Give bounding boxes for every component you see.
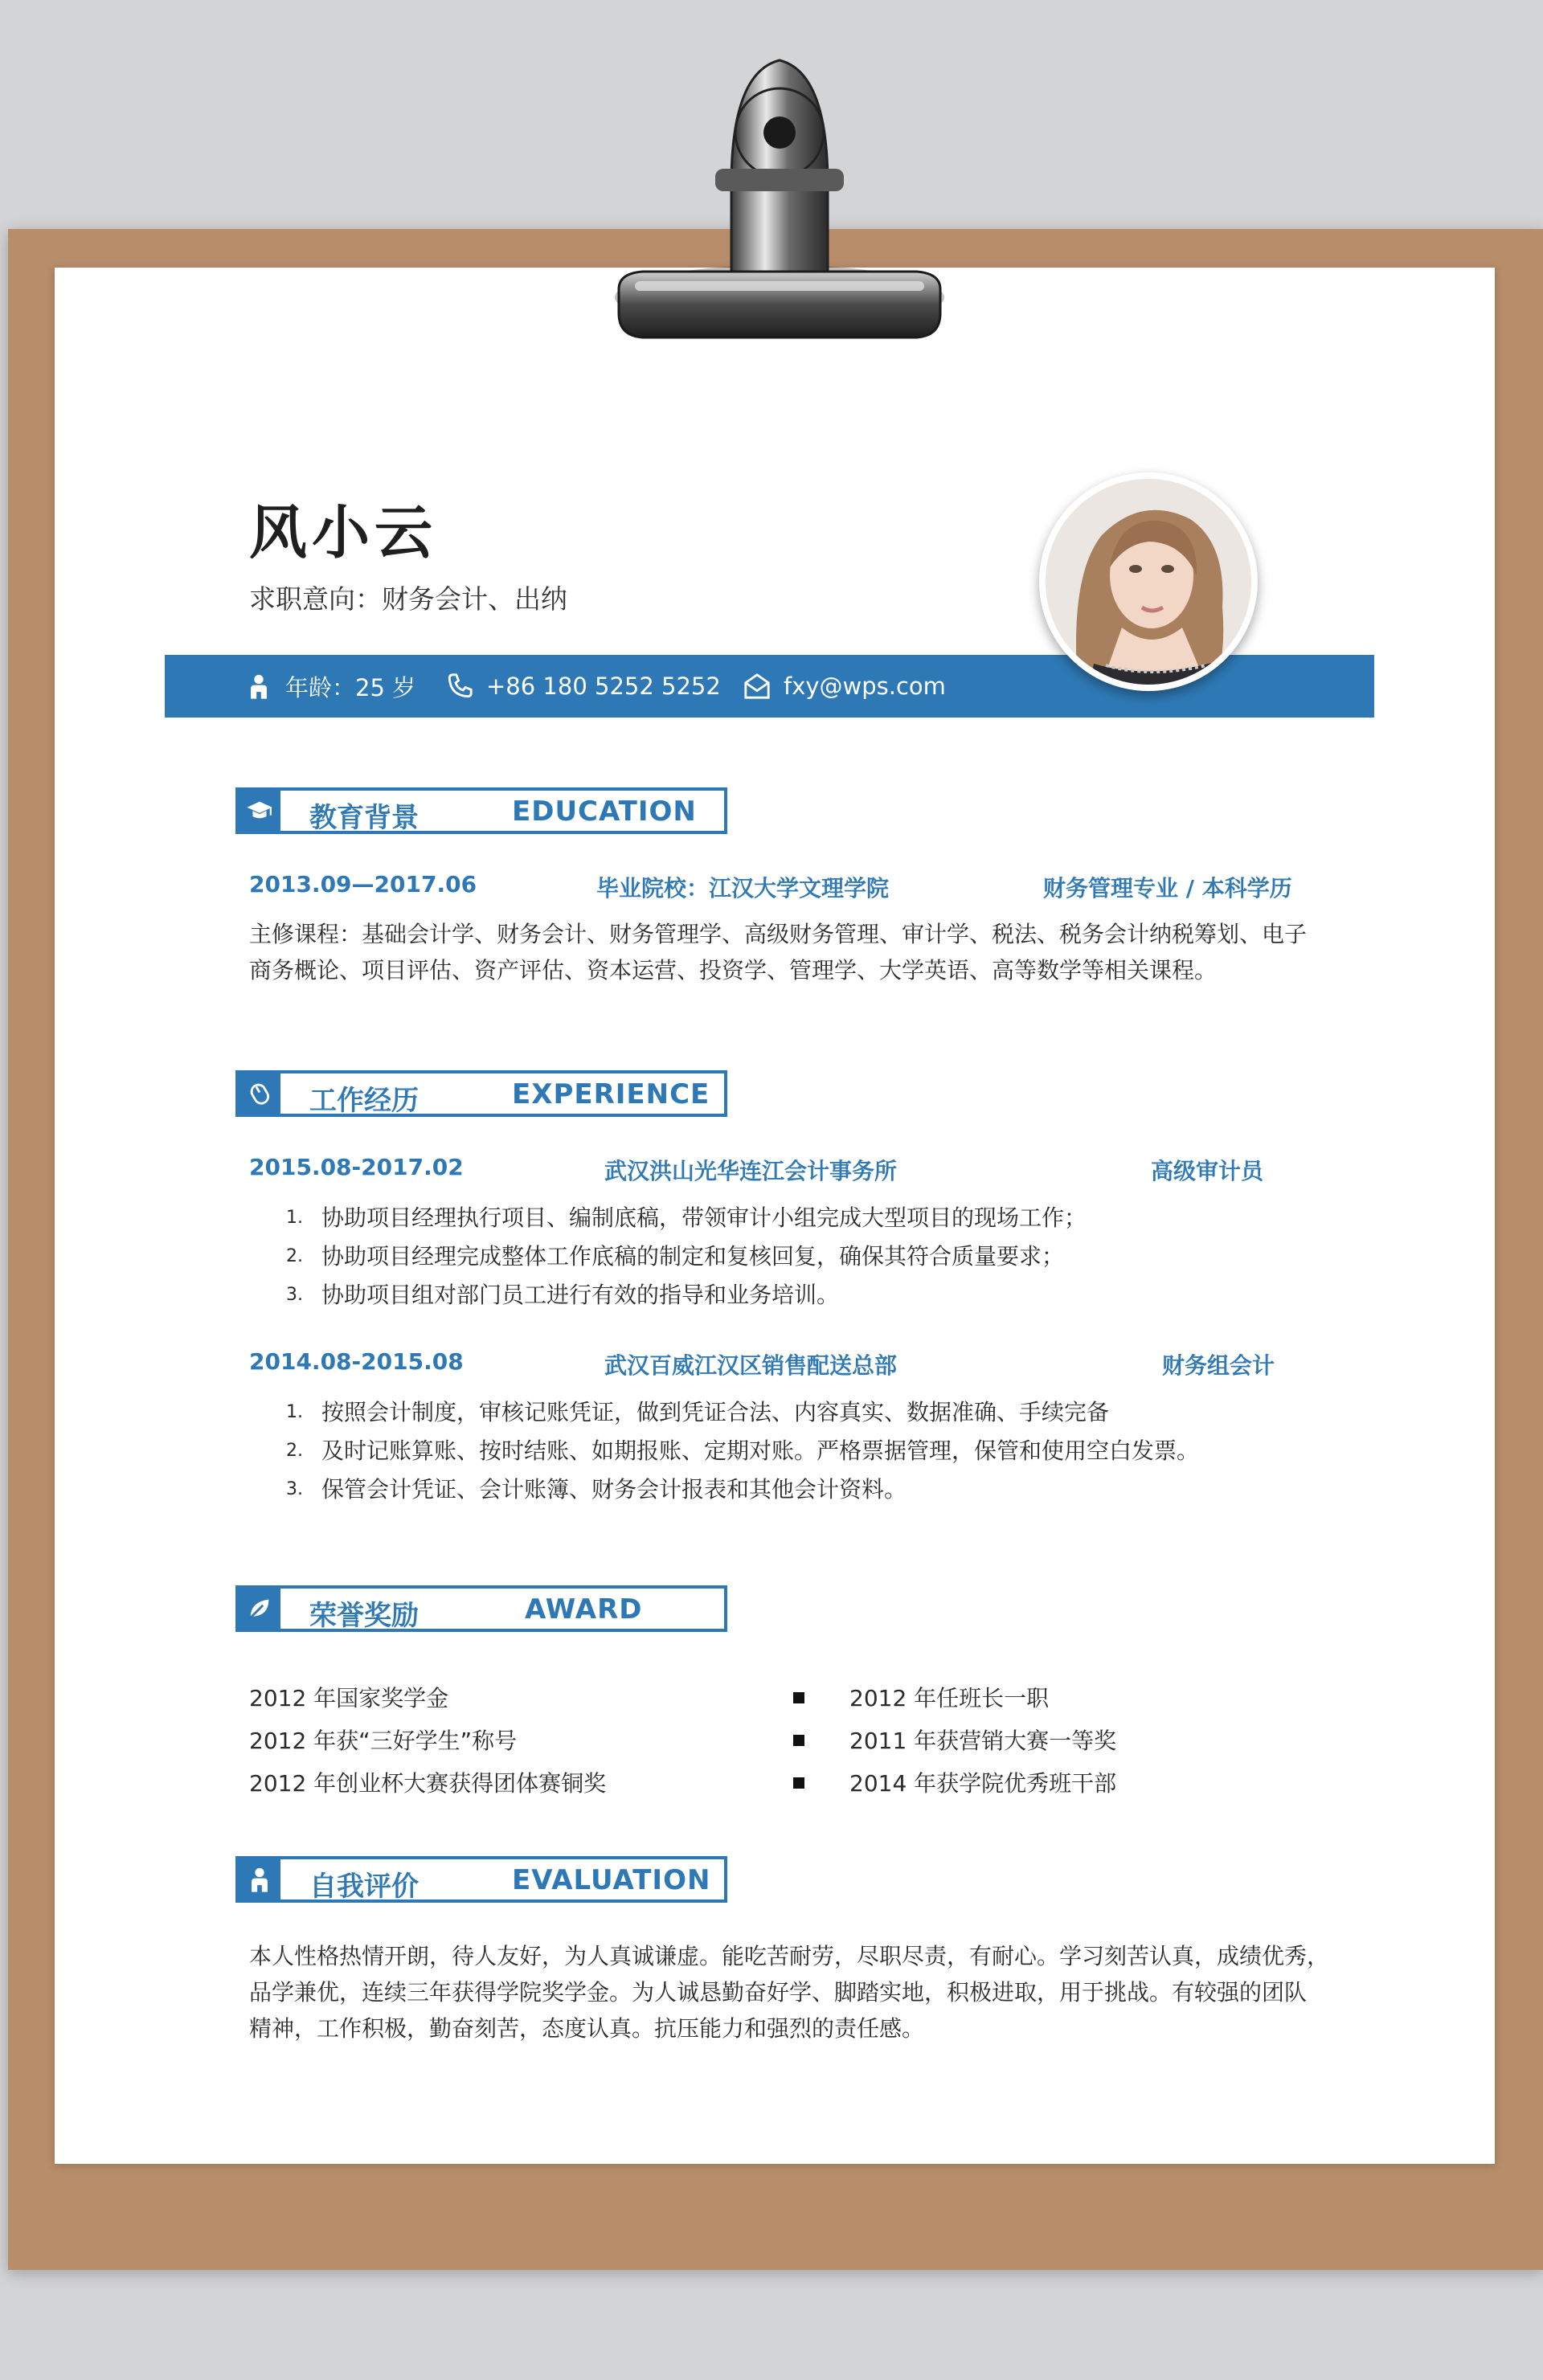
list-item: 3. 协助项目组对部门员工进行有效的指导和业务培训。 [286,1282,840,1308]
list-item: 2. 及时记账算账、按时结账、如期报账、定期对账。严格票据管理，保管和使用空白发票。 [286,1437,1200,1464]
mouse-icon [239,1073,280,1114]
education-major: 财务管理专业 / 本科学历 [1043,875,1292,902]
list-item: 3. 保管会计凭证、会计账簿、财务会计报表和其他会计资料。 [286,1476,907,1503]
job1-role: 高级审计员 [1151,1158,1264,1184]
section-title-en: AWARD [525,1593,643,1626]
section-title-en: EVALUATION [512,1864,711,1896]
job2-duties [249,1393,1199,1509]
education-courses-line2: 商务概论、项目评估、资产评估、资本运营、投资学、管理学、大学英语、高等数学等相关课程。 [249,957,1218,983]
list-item: 1. 按照会计制度，审核记账凭证，做到凭证合法、内容真实、数据准确、手续完备 [286,1399,1110,1425]
evaluation-line3: 精神，工作积极，勤奋刻苦，态度认真。抗压能力和强烈的责任感。 [249,2015,925,2042]
section-title-cn: 自我评价 [309,1871,419,1903]
award-header [235,1585,727,1632]
job2-company: 武汉百威江汉区销售配送总部 [604,1352,898,1379]
award-left-2: 2012 年获“三好学生”称号 [249,1728,518,1754]
experience-header [235,1070,727,1117]
award-left-3: 2012 年创业杯大赛获得团体赛铜奖 [249,1770,607,1797]
award-right-1: 2012 年任班长一职 [849,1685,1050,1711]
phone-text: +86 180 5252 5252 [486,673,721,700]
email-item [743,655,946,718]
evaluation-line1: 本人性格热情开朗，待人友好，为人真诚谦虚。能吃苦耐劳，尽职尽责，有耐心。学习刻苦认真，成绩优秀， [249,1943,1330,1969]
evaluation-line2: 品学兼优，连续三年获得学院奖学金。为人诚恳勤奋好学、脚踏实地，积极进取，用于挑战。有较强的团队 [249,1979,1308,2006]
bullet-icon [793,1692,804,1703]
candidate-name: 风小云 [249,499,438,566]
graduation-cap-icon [239,791,280,831]
phone-icon [446,673,473,700]
award-right-2: 2011 年获营销大赛一等奖 [849,1728,1117,1754]
avatar [1039,472,1258,691]
award-left-1: 2012 年国家奖学金 [249,1685,449,1711]
education-courses-line1: 主修课程：基础会计学、财务会计、财务管理学、高级财务管理、审计学、税法、税务会计纳税筹划、电子 [249,921,1308,947]
job1-company: 武汉洪山光华连江会计事务所 [604,1158,898,1184]
binder-clip-icon [611,48,948,354]
age-item [245,655,415,718]
list-item: 2. 协助项目经理完成整体工作底稿的制定和复核回复，确保其符合质量要求； [286,1243,1065,1270]
job-intent: 求职意向：财务会计、出纳 [249,583,567,615]
bullet-icon [793,1777,804,1789]
job2-period: 2014.08-2015.08 [249,1348,464,1375]
phone-item [446,655,721,718]
job1-duties [249,1199,1087,1315]
section-title-cn: 工作经历 [309,1085,419,1117]
bullet-icon [793,1735,804,1746]
portrait-photo [1046,479,1251,685]
mail-icon [743,673,771,700]
person-icon [245,673,272,700]
evaluation-header [235,1856,727,1903]
education-period: 2013.09—2017.06 [249,871,477,898]
job2-role: 财务组会计 [1162,1352,1275,1379]
list-item: 1. 协助项目经理执行项目、编制底稿，带领审计小组完成大型项目的现场工作； [286,1204,1087,1231]
section-title-en: EDUCATION [512,795,697,828]
education-school: 毕业院校：江汉大学文理学院 [596,875,890,902]
award-right-3: 2014 年获学院优秀班干部 [849,1770,1117,1797]
leaf-icon [239,1589,280,1629]
education-header [235,787,727,834]
email-text: fxy@wps.com [784,673,946,700]
section-title-cn: 教育背景 [309,802,419,834]
person-icon [239,1859,280,1900]
section-title-cn: 荣誉奖励 [309,1600,419,1632]
age-text: 年龄：25 岁 [285,673,416,701]
section-title-en: EXPERIENCE [512,1078,710,1110]
job1-period: 2015.08-2017.02 [249,1154,464,1180]
